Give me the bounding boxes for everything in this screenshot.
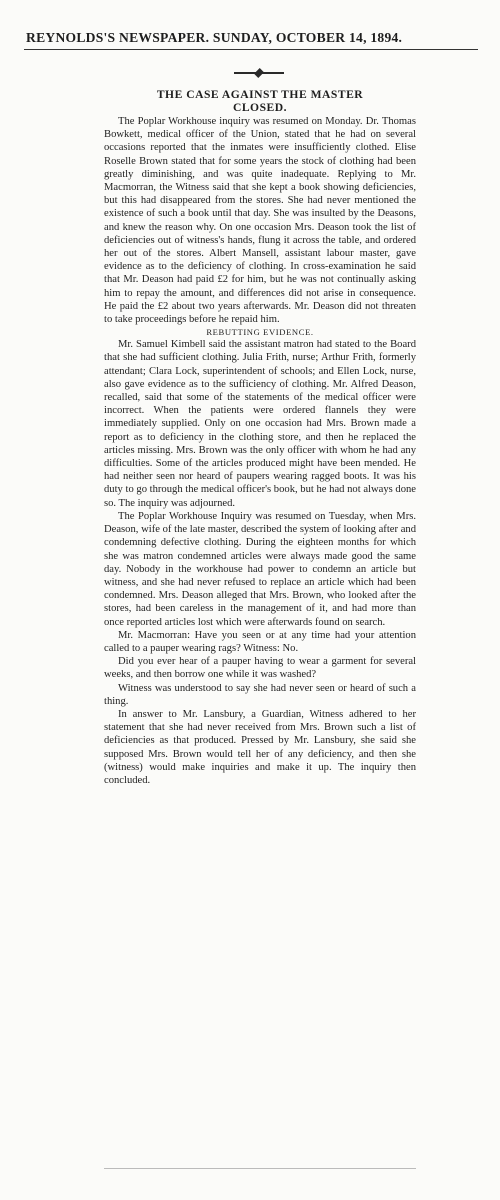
- headline-line-1: THE CASE AGAINST THE MASTER: [156, 88, 364, 101]
- ornament-divider: [234, 68, 284, 78]
- article-paragraph: The Poplar Workhouse Inquiry was resumed on Tuesday, when Mrs. Deason, wife of the late master, described the system of looking after and condemning defective clothing. During the eighteen months for which she was matron condemned articles were always made good the same day. Nobody in the workhouse had power to condemn an article but witness, and she had never refused to replace an article which had been condemned. Mrs. Deason alleged that Mrs. Brown, who looked after the stores, had been careless in the management of it, and had more than once reported articles lost which were afterwards found on search.: [104, 510, 416, 628]
- article-paragraph: The Poplar Workhouse inquiry was resumed on Monday. Dr. Thomas Bowkett, medical officer of the Union, stated that he had on several occasions reported that the inmates were insufficiently clothed. Elise Roselle Brown stated that for some years the stock of clothing had been greatly diminishing, and was quite inadequate. Replying to Mr. Macmorran, the Witness said that she kept a book showing deficiencies, but this had disappeared from the stores. She had never mentioned the existence of such a book until that day. She was insulted by the Deasons, and knew the reason why. On one occasion Mrs. Deason took the list of deficiencies out of witness's hands, flung it across the table, and ordered her out of the stores. Albert Mansell, assistant labour master, gave evidence as to the deficiency of clothing. In cross-examination he said that Mr. Deason had paid £2 for him, but he was not continually asking him to repay the amount, and differences did not arise in consequence. He paid the £2 about two years afterwards. Mr. Deason did not threaten to take proceedings before he repaid him.: [104, 116, 416, 326]
- article-paragraph: Did you ever hear of a pauper having to wear a garment for several weeks, and then borrow one while it was washed?: [104, 656, 416, 681]
- headline-line-2: CLOSED.: [232, 101, 288, 114]
- article-paragraph: Mr. Macmorran: Have you seen or at any time had your attention called to a pauper wearing rags? Witness: No.: [104, 629, 416, 654]
- article-paragraph: In answer to Mr. Lansbury, a Guardian, Witness adhered to her statement that she had never received from Mrs. Brown such a list of deficiencies as that produced. Pressed by Mr. Lansbury, she said she supposed Mrs. Brown would tell her of any deficiency, and then she (witness) would make inquiries and make it up. The inquiry then concluded.: [104, 708, 416, 786]
- masthead: [0, 0, 500, 60]
- article-paragraph: Mr. Samuel Kimbell said the assistant matron had stated to the Board that she had sufficient clothing. Julia Frith, nurse; Arthur Frith, formerly attendant; Clara Lock, superintendent of schools; and Ellen Lock, nurse, also gave evidence as to the sufficiency of clothing. Mr. Alfred Deason, recalled, said that some of the statements of the medical officer were incorrect. When the patients were ordered flannels they were immediately supplied. Only on one occasion had Mrs. Brown made a report as to deficiency in the clothing store, and then he replaced the articles missing. Mrs. Brown was the only officer with whom he had any difficulties. Some of the articles produced might have been mended. He had neither seen nor heard of paupers wearing ragged boots. It was his duty to go through the medical officer's book, but he had not always done so. The inquiry was adjourned.: [104, 339, 416, 509]
- ornament-diamond-icon: [254, 68, 264, 78]
- article: [104, 88, 416, 787]
- masthead-title: REYNOLDS'S NEWSPAPER. SUNDAY, OCTOBER 14, 1894.: [26, 30, 403, 45]
- masthead-rule: [24, 49, 478, 50]
- article-paragraph: Witness was understood to say she had never seen or heard of such a thing.: [104, 682, 416, 707]
- article-headline: [104, 88, 416, 114]
- article-end-rule: [104, 1168, 416, 1169]
- article-subhead: REBUTTING EVIDENCE.: [206, 327, 314, 338]
